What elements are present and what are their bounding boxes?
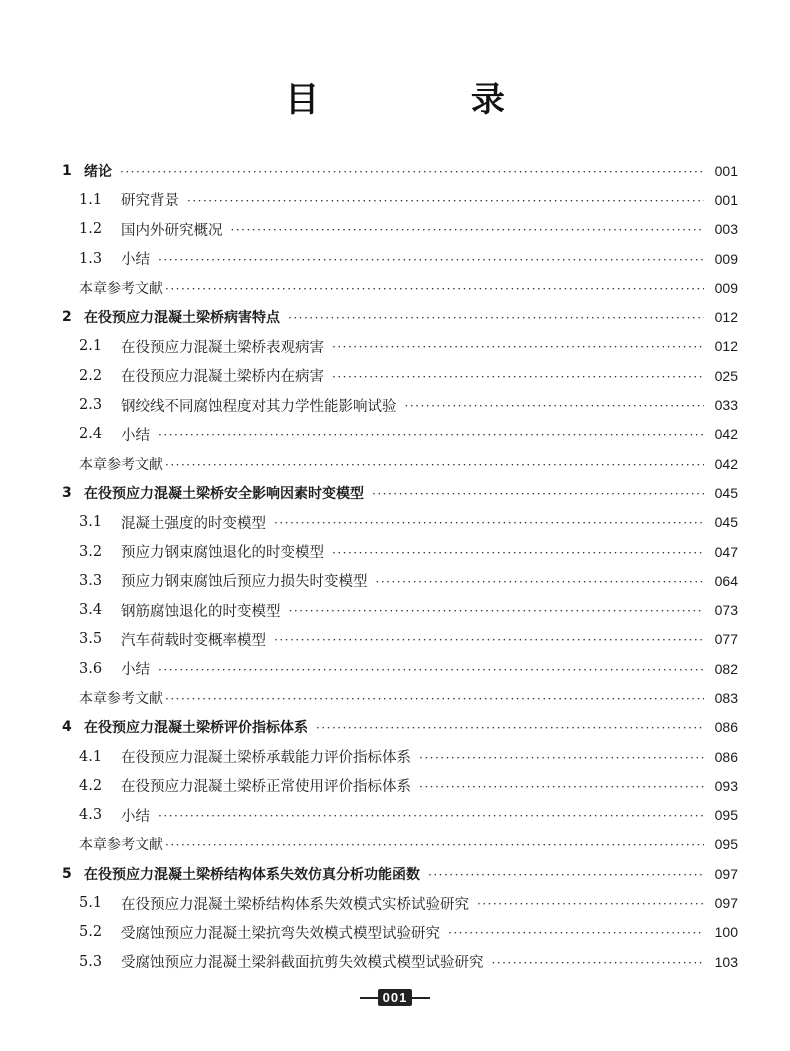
footer-line-right — [412, 997, 430, 999]
page-footer — [0, 989, 790, 1006]
toc-section-entry[interactable] — [62, 888, 738, 917]
dot-leader — [231, 223, 705, 237]
toc-section-entry[interactable] — [62, 215, 738, 244]
table-of-contents — [62, 156, 738, 976]
toc-entry-label: 绪论 — [84, 163, 112, 180]
toc-entry-label: 在役预应力混凝土梁桥表观病害 — [121, 339, 324, 356]
toc-entry-page: 103 — [714, 953, 738, 970]
toc-entry-label: 本章参考文献 — [79, 280, 163, 297]
dot-leader — [372, 487, 704, 501]
toc-section-entry[interactable] — [62, 801, 738, 830]
toc-entry-page: 047 — [714, 543, 738, 560]
toc-entry-label: 本章参考文献 — [79, 456, 163, 473]
toc-entry-number: 5.3 — [79, 953, 103, 970]
toc-chapter-entry[interactable] — [62, 713, 738, 742]
toc-entry-page: 097 — [714, 865, 738, 882]
dot-leader — [405, 399, 705, 413]
toc-entry-page: 097 — [714, 895, 738, 912]
toc-references-entry[interactable] — [62, 830, 738, 859]
toc-entry-page: 083 — [714, 689, 738, 706]
dot-leader — [332, 546, 704, 560]
dot-leader — [165, 458, 704, 472]
dot-leader — [274, 633, 704, 647]
toc-entry-page: 009 — [714, 279, 738, 296]
toc-entry-label: 在役预应力混凝土梁桥病害特点 — [84, 310, 280, 327]
dot-leader — [158, 253, 704, 267]
footer-line-left — [360, 997, 378, 999]
dot-leader — [332, 370, 704, 384]
toc-entry-label: 预应力钢束腐蚀退化的时变模型 — [121, 545, 324, 561]
dot-leader — [419, 751, 704, 765]
toc-entry-label: 在役预应力混凝土梁桥承载能力评价指标体系 — [121, 750, 411, 767]
toc-entry-page: 042 — [714, 426, 738, 443]
toc-entry-number: 5.2 — [79, 924, 103, 941]
toc-section-entry[interactable] — [62, 566, 738, 595]
toc-entry-label: 受腐蚀预应力混凝土梁斜截面抗剪失效模式模型试验研究 — [121, 955, 484, 972]
toc-entry-label: 研究背景 — [121, 193, 179, 210]
dot-leader — [289, 604, 705, 618]
toc-chapter-entry[interactable] — [62, 302, 738, 331]
dot-leader — [428, 868, 704, 882]
toc-entry-label: 汽车荷载时变概率模型 — [121, 632, 266, 649]
dot-leader — [120, 165, 704, 179]
dot-leader — [288, 311, 704, 325]
toc-section-entry[interactable] — [62, 361, 738, 390]
toc-chapter-entry[interactable] — [62, 859, 738, 888]
toc-entry-page: 001 — [714, 191, 738, 208]
toc-entry-page: 073 — [714, 602, 738, 619]
toc-entry-label: 小结 — [121, 662, 150, 679]
toc-entry-number: 2 — [62, 309, 72, 326]
toc-entry-page: 086 — [714, 748, 738, 765]
toc-entry-number: 4.2 — [79, 777, 103, 794]
toc-section-entry[interactable] — [62, 332, 738, 361]
toc-entry-number: 4.1 — [79, 748, 103, 765]
toc-entry-number: 3.2 — [79, 543, 103, 560]
dot-leader — [187, 194, 704, 208]
toc-entry-page: 100 — [714, 924, 738, 941]
dot-leader — [376, 575, 705, 589]
toc-section-entry[interactable] — [62, 771, 738, 800]
toc-entry-number: 1.3 — [79, 250, 103, 267]
toc-entry-page: 025 — [714, 367, 738, 384]
toc-entry-label: 在役预应力混凝土梁桥内在病害 — [121, 369, 324, 386]
footer-page-number: 001 — [378, 989, 413, 1006]
toc-section-entry[interactable] — [62, 390, 738, 419]
page-title: 目 录 — [285, 80, 575, 120]
toc-references-entry[interactable] — [62, 449, 738, 478]
toc-section-entry[interactable] — [62, 625, 738, 654]
toc-entry-page: 082 — [714, 660, 738, 677]
toc-section-entry[interactable] — [62, 537, 738, 566]
toc-entry-page: 003 — [714, 221, 738, 238]
toc-entry-page: 009 — [714, 250, 738, 267]
toc-entry-number: 2.2 — [79, 367, 103, 384]
toc-entry-number: 3.4 — [79, 602, 103, 619]
toc-entry-label: 本章参考文献 — [79, 690, 163, 707]
dot-leader — [332, 340, 704, 354]
toc-entry-page: 045 — [714, 484, 738, 501]
toc-entry-number: 3 — [62, 484, 72, 501]
toc-entry-label: 在役预应力混凝土梁桥结构体系失效仿真分析功能函数 — [84, 866, 420, 883]
toc-entry-label: 小结 — [121, 252, 150, 269]
dot-leader — [158, 663, 704, 677]
toc-section-entry[interactable] — [62, 508, 738, 537]
toc-entry-label: 预应力钢束腐蚀后预应力损失时变模型 — [121, 574, 368, 591]
toc-entry-number: 2.4 — [79, 426, 103, 443]
toc-chapter-entry[interactable] — [62, 478, 738, 507]
toc-entry-label: 在役预应力混凝土梁桥正常使用评价指标体系 — [121, 779, 411, 796]
toc-entry-label: 受腐蚀预应力混凝土梁抗弯失效模式模型试验研究 — [121, 925, 440, 942]
toc-entry-number: 5.1 — [79, 895, 103, 912]
toc-entry-page: 064 — [714, 572, 738, 589]
toc-section-entry[interactable] — [62, 244, 738, 273]
toc-entry-number: 3.6 — [79, 660, 103, 677]
toc-entry-number: 1 — [62, 162, 72, 179]
toc-entry-page: 012 — [714, 338, 738, 355]
toc-entry-page: 012 — [714, 309, 738, 326]
toc-references-entry[interactable] — [62, 273, 738, 302]
toc-entry-page: 042 — [714, 455, 738, 472]
toc-entry-page: 093 — [714, 777, 738, 794]
dot-leader — [158, 809, 704, 823]
toc-references-entry[interactable] — [62, 683, 738, 712]
toc-entry-number: 1.2 — [79, 221, 103, 238]
toc-section-entry[interactable] — [62, 185, 738, 214]
toc-entry-label: 小结 — [121, 808, 150, 825]
dot-leader — [492, 956, 705, 970]
toc-entry-label: 混凝土强度的时变模型 — [121, 515, 266, 532]
toc-entry-number: 2.3 — [79, 397, 103, 414]
toc-entry-page: 086 — [714, 719, 738, 736]
toc-entry-label: 在役预应力混凝土梁桥安全影响因素时变模型 — [84, 485, 364, 502]
toc-section-entry[interactable] — [62, 918, 738, 947]
toc-entry-label: 小结 — [121, 427, 150, 444]
toc-entry-number: 1.1 — [79, 191, 103, 208]
toc-section-entry[interactable] — [62, 595, 738, 624]
toc-entry-number: 3.1 — [79, 514, 103, 531]
toc-entry-label: 国内外研究概况 — [121, 222, 223, 239]
toc-entry-page: 077 — [714, 631, 738, 648]
toc-entry-label: 在役预应力混凝土梁桥评价指标体系 — [84, 720, 308, 737]
toc-entry-number: 2.1 — [79, 338, 103, 355]
toc-entry-page: 095 — [714, 807, 738, 824]
toc-entry-page: 033 — [714, 397, 738, 414]
dot-leader — [448, 926, 704, 940]
toc-entry-label: 本章参考文献 — [79, 837, 163, 854]
toc-section-entry[interactable] — [62, 420, 738, 449]
dot-leader — [274, 516, 704, 530]
toc-section-entry[interactable] — [62, 742, 738, 771]
dot-leader — [165, 282, 704, 296]
toc-entry-page: 001 — [714, 162, 738, 179]
toc-entry-number: 3.5 — [79, 631, 103, 648]
toc-entry-number: 5 — [62, 865, 72, 882]
dot-leader — [419, 780, 704, 794]
dot-leader — [477, 897, 704, 911]
toc-entry-number: 4.3 — [79, 807, 103, 824]
toc-chapter-entry[interactable] — [62, 156, 738, 185]
toc-entry-label: 钢绞线不同腐蚀程度对其力学性能影响试验 — [121, 398, 397, 415]
dot-leader — [165, 692, 704, 706]
toc-entry-number: 3.3 — [79, 572, 103, 589]
toc-section-entry[interactable] — [62, 654, 738, 683]
dot-leader — [165, 838, 704, 852]
toc-entry-label: 在役预应力混凝土梁桥结构体系失效模式实桥试验研究 — [121, 896, 469, 913]
toc-entry-page: 095 — [714, 836, 738, 853]
dot-leader — [158, 428, 704, 442]
toc-section-entry[interactable] — [62, 947, 738, 976]
toc-entry-page: 045 — [714, 514, 738, 531]
toc-entry-number: 4 — [62, 719, 72, 736]
toc-entry-label: 钢筋腐蚀退化的时变模型 — [121, 603, 281, 620]
dot-leader — [316, 721, 704, 735]
